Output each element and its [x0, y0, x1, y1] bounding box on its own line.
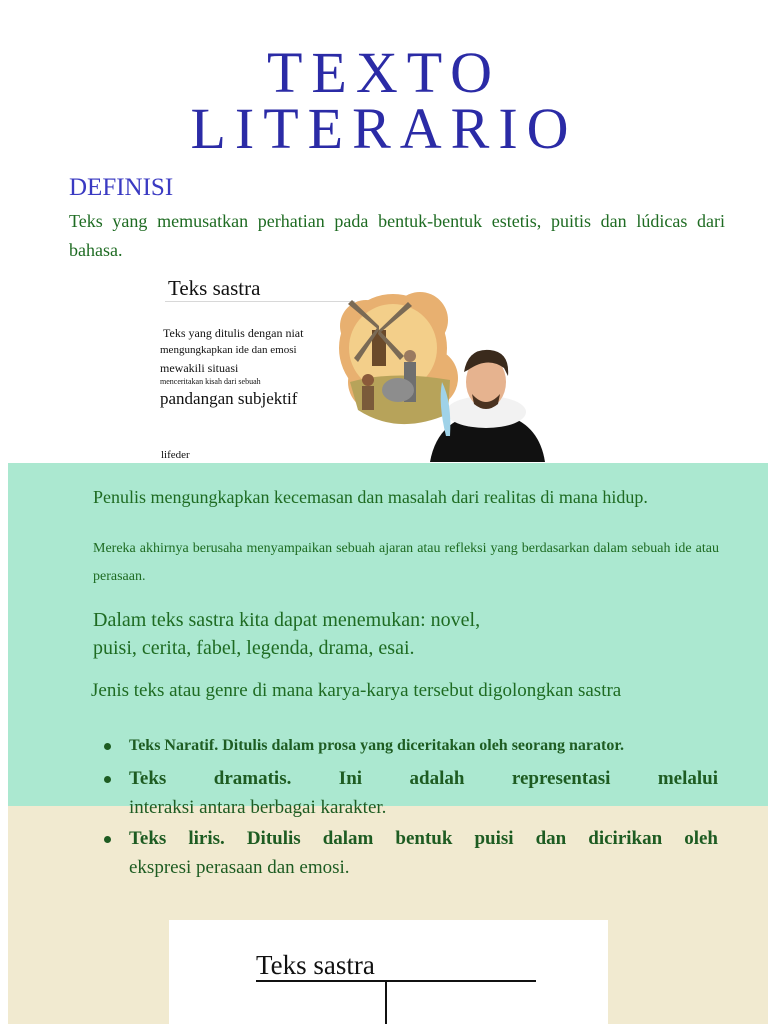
list-item-liris: [104, 824, 718, 882]
diagram-title: Teks sastra: [256, 950, 375, 980]
genre-naratif-text: Teks Naratif. Ditulis dalam prosa yang diceritakan oleh seorang narator.: [129, 737, 624, 754]
genre-list: [104, 732, 718, 882]
paragraph-ajaran: Mereka akhirnya berusaha menyampaikan sebuah ajaran atau refleksi yang berdasarkan dalam sebuah ide atau perasaan.: [93, 541, 719, 584]
paragraph-genre: Jenis teks atau genre di mana karya-karya tersebut digolongkan sastra: [91, 680, 622, 701]
diagram-vertical-line: [385, 981, 387, 1024]
don-quixote-scene-image: [338, 286, 545, 462]
illustration-credit: lifeder: [161, 449, 190, 461]
bullet-dot: [104, 836, 111, 843]
diagram-horizontal-line: [256, 980, 536, 982]
illustration-line-5: pandangan subjektif: [160, 389, 298, 408]
illustration-line-2: mengungkapkan ide dan emosi: [160, 344, 297, 356]
illustration-line-3: mewakili situasi: [160, 361, 239, 375]
genre-liris-text: Teks liris. Ditulis dalam bentuk puisi dan dicirikan oleh: [129, 828, 718, 849]
illustration-line-1: Teks yang ditulis dengan niat: [163, 326, 304, 340]
illustration-line-4: menceritakan kisah dari sebuah: [160, 377, 261, 386]
genre-dramatis-text: Teks dramatis. Ini adalah representasi melalui: [129, 768, 718, 789]
bullet-dot: [104, 743, 111, 750]
list-item-naratif: [104, 732, 718, 760]
definisi-text: Teks yang memusatkan perhatian pada bentuk-bentuk estetis, puitis dan lúdicas dari bahasa.: [69, 211, 725, 260]
genre-liris-continuation: ekspresi perasaan dan emosi.: [129, 857, 350, 878]
illustration-title: Teks sastra: [168, 276, 261, 300]
teks-sastra-diagram-image: [169, 920, 608, 1024]
list-item-dramatis: [104, 764, 718, 822]
illustration-title-underline: [165, 301, 355, 302]
paragraph-realitas: Penulis mengungkapkan kecemasan dan masalah dari realitas di mana hidup.: [93, 487, 648, 507]
bullet-dot: [104, 776, 111, 783]
page-title-line-1: TEXTO: [266, 40, 501, 105]
genre-dramatis-continuation: interaksi antara berbagai karakter.: [129, 797, 387, 818]
definisi-heading: DEFINISI: [69, 174, 174, 201]
page-title-line-2: LITERARIO: [190, 96, 578, 161]
paragraph-jenis-teks: Dalam teks sastra kita dapat menemukan: novel, puisi, cerita, fabel, legenda, drama, esai.: [93, 609, 481, 659]
teks-sastra-illustration: [155, 272, 545, 462]
